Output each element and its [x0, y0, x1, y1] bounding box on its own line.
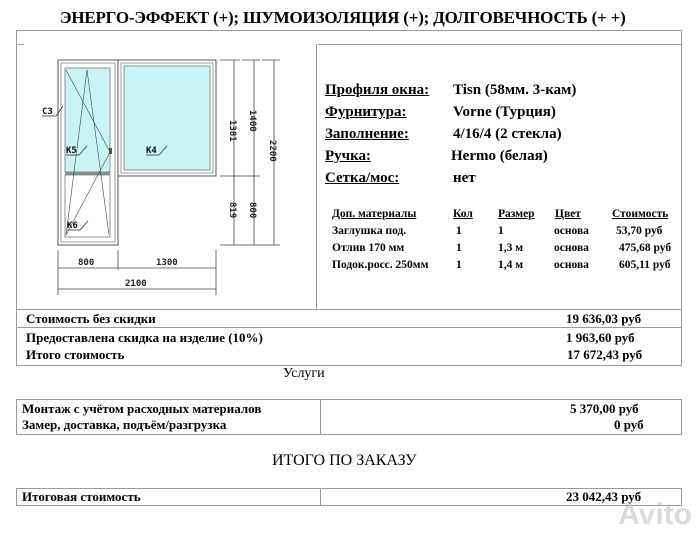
cell: 1,3 м — [498, 242, 524, 254]
spec-value: Hermo (белая) — [451, 148, 548, 164]
svg-text:819: 819 — [227, 202, 237, 219]
svg-text:1381: 1381 — [227, 120, 237, 142]
page-title: ЭНЕРГО-ЭФФЕКТ (+); ШУМОИЗОЛЯЦИЯ (+); ДОЛГОВЕЧНОСТЬ (+ +) — [60, 8, 626, 27]
order-total-title: ИТОГО ПО ЗАКАЗУ — [272, 452, 417, 469]
svg-text:С3: С3 — [42, 107, 53, 117]
price-without-discount-value: 19 636,03 руб — [566, 311, 642, 326]
cell: 1 — [456, 259, 462, 271]
spec-row-filling — [325, 126, 562, 143]
spec-value: Vorne (Турция) — [453, 104, 556, 120]
svg-text:1300: 1300 — [156, 258, 178, 268]
svg-text:800: 800 — [78, 258, 95, 268]
order-total-label: Итоговая стоимость — [22, 489, 141, 504]
subtotal-label: Итого стоимость — [26, 347, 125, 362]
cell: 1,4 м — [498, 259, 524, 271]
spec-value: Tisn (58мм. 3-кам) — [453, 82, 577, 98]
cell: 53,70 руб — [616, 225, 663, 237]
divider — [320, 399, 321, 435]
svg-text:К4: К4 — [146, 146, 157, 156]
spec-label: Профиля окна: — [325, 82, 430, 98]
installation-value: 5 370,00 руб — [570, 401, 639, 416]
spec-label: Заполнение: — [325, 126, 409, 142]
discount-label: Предоставлена скидка на изделие (10%) — [26, 330, 263, 345]
door-glass — [65, 68, 110, 172]
divider — [16, 327, 682, 328]
svg-text:2200: 2200 — [267, 140, 277, 162]
spec-label: Фурнитура: — [325, 104, 407, 120]
order-total-value: 23 042,43 руб — [566, 489, 642, 504]
cell: 475,68 руб — [619, 242, 672, 254]
col-header: Цвет — [555, 208, 581, 220]
cell: 605,11 руб — [619, 259, 671, 271]
spec-value: 4/16/4 (2 стекла) — [453, 126, 562, 142]
svg-text:800: 800 — [247, 202, 257, 219]
cell: 1 — [456, 225, 462, 237]
delivery-label: Замер, доставка, подъём/разгрузка — [22, 417, 227, 432]
col-header: Доп. материалы — [332, 208, 417, 220]
spec-row-net — [325, 170, 476, 187]
services-title: Услуги — [283, 366, 325, 381]
avito-watermark: Avito — [618, 498, 692, 531]
installation-label: Монтаж с учётом расходных материалов — [22, 401, 262, 416]
cell: основа — [554, 225, 589, 237]
cell: основа — [554, 259, 589, 271]
col-header: Размер — [498, 208, 535, 220]
discount-value: 1 963,60 руб — [566, 330, 635, 345]
spec-row-handle — [325, 148, 548, 165]
svg-text:2100: 2100 — [125, 279, 147, 289]
spec-row-hardware — [325, 104, 556, 121]
delivery-value: 0 руб — [614, 417, 644, 432]
spec-row-profile — [325, 82, 577, 99]
spec-label: Сетка/мос: — [325, 170, 400, 186]
col-header: Стоимость — [612, 208, 669, 220]
spec-label: Ручка: — [325, 148, 372, 164]
cell: Подок.росс. 250мм — [332, 259, 429, 271]
svg-text:К5: К5 — [66, 146, 77, 156]
svg-text:1400: 1400 — [247, 110, 257, 132]
price-without-discount-label: Стоимость без скидки — [26, 311, 156, 326]
cell: 1 — [456, 242, 462, 254]
svg-text:К6: К6 — [67, 221, 78, 231]
col-header: Кол — [453, 208, 473, 220]
cell: основа — [554, 242, 589, 254]
handle-icon — [109, 148, 112, 154]
window-glass — [124, 66, 210, 170]
spec-value: нет — [453, 170, 476, 186]
divider — [320, 488, 321, 506]
window-drawing — [20, 40, 320, 300]
cell: 1 — [498, 225, 504, 237]
subtotal-value: 17 672,43 руб — [567, 347, 643, 362]
divider — [318, 44, 682, 45]
cell: Заглушка под. — [332, 225, 407, 237]
cell: Отлив 170 мм — [332, 242, 405, 254]
